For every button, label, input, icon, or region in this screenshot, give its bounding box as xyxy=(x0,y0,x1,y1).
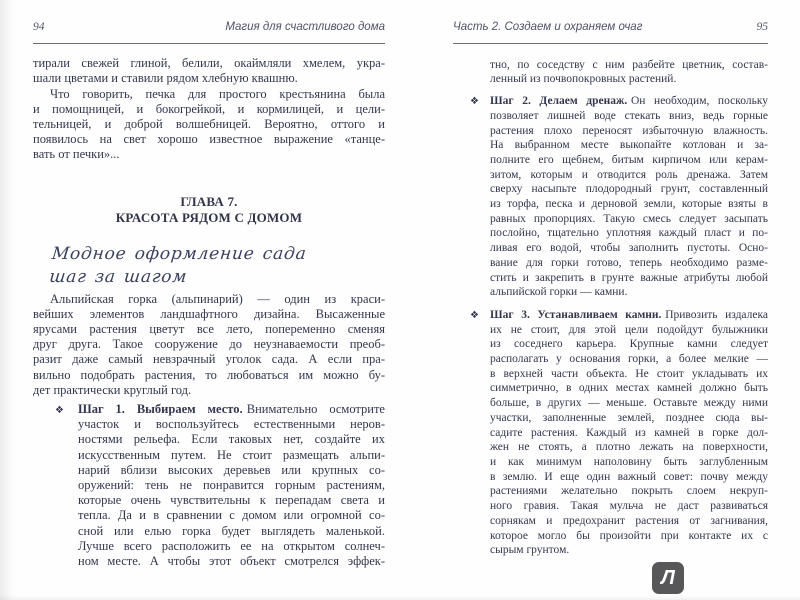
scan-edge-shadow-left xyxy=(0,0,14,600)
text-line: Лучше всего расположить ее на открытом солнеч- xyxy=(78,538,385,553)
text-line: равных пропорциях. Такую смесь следует засыпать xyxy=(490,212,768,225)
left-running-title: Магия для счастливого дома xyxy=(225,21,385,33)
section-heading-line1: Модное оформление сада xyxy=(50,243,308,264)
step-text-lines xyxy=(490,323,768,558)
text-line: сной или елью горка будет выглядеть маленькой. xyxy=(78,523,385,538)
step-text: Привозить издалека xyxy=(665,308,768,321)
text-line: стить и закрепить в грунте важные атрибуты любой xyxy=(490,271,768,284)
text-line: и как минимум наполовину быть заглубленным xyxy=(490,455,768,468)
text-line: растения плохо переносят избыточную влажность. xyxy=(490,124,768,137)
text-line: нарий вблизи высоких деревьев или крупных со- xyxy=(78,462,385,477)
step-text: Он необходим, поскольку xyxy=(630,95,768,108)
text-line: их не стоит, для этой цели подойдут булыжники xyxy=(490,323,768,336)
text-line: жен не стоять, а плотно лежать на поверхности, xyxy=(490,441,768,454)
text-line: вание для горки готово, теперь необходимо разме- xyxy=(490,256,768,269)
text-line: ностями рельефа. Если таковых нет, создайте их xyxy=(78,432,385,447)
text-line: разит даже самый невзрачный уголок сада. А если пра- xyxy=(33,352,385,367)
text-line: располагать у основания горки, а более мелкие — xyxy=(490,353,768,366)
text-line: послойно, тщательно уплотняя каждый пласт и по- xyxy=(490,227,768,240)
chapter-heading xyxy=(33,194,385,226)
step-bullet-icon: ❖ xyxy=(55,405,64,417)
text-line: сверху насыпьте плодородный грунт, составленный xyxy=(490,183,768,196)
step-title: Шаг 3. Устанавливаем камни. xyxy=(490,308,662,321)
text-line: ленный из почвопокровных растений. xyxy=(490,73,677,86)
watermark-letter: Л xyxy=(661,567,675,589)
text-line: из торфа, песка и дерновой земли, которые взяты в xyxy=(490,198,768,211)
text-line: из соседнего карьера. Крупные камни следует xyxy=(490,338,768,351)
text-line: шали цветами и ставили рядом хлебную квашню. xyxy=(33,71,298,86)
scan-edge-shadow-bottom xyxy=(0,595,800,600)
text-line: оружений: тень не понравится горным растениям, xyxy=(78,478,385,493)
text-line: тельницей, и доброй волшебницей. Вероятно, оттого и xyxy=(33,117,385,132)
step-title: Шаг 1. Выбираем место. xyxy=(78,402,243,417)
text-line: которое могло бы произойти при контакте их с xyxy=(490,529,768,542)
text-line: тно, по соседству с ним разбейте цветник, состав- xyxy=(490,58,768,71)
text-line: участки, заполненные землей, позднее сюда вы- xyxy=(490,411,768,424)
step-item-1 xyxy=(33,402,385,569)
left-page-number: 94 xyxy=(33,21,45,33)
paragraph xyxy=(33,292,385,398)
text-line: На выбранном месте выкопайте котлован и за- xyxy=(490,139,768,152)
text-line: вильно подобрать растения, то любоваться им можно бу- xyxy=(33,367,385,382)
step-text-lines xyxy=(490,109,768,300)
text-line: альпийской горки — камни. xyxy=(490,286,628,299)
right-page-number: 95 xyxy=(756,21,768,33)
section-heading-line2: шаг за шагом xyxy=(48,266,189,287)
chapter-heading-line1: ГЛАВА 7. xyxy=(180,193,238,209)
text-line: Что говорить, печка для простого крестьянина была xyxy=(50,86,385,101)
step-item-3 xyxy=(470,308,768,558)
text-line: друг друга. Такое сооружение до неузнаваемости преоб- xyxy=(33,337,385,352)
step-bullet-icon: ❖ xyxy=(470,96,479,108)
text-line: садите растения. Каждый из камней в горке дол- xyxy=(490,426,768,439)
right-page-body xyxy=(453,58,768,558)
text-line: которые очень чувствительны к перепадам света и xyxy=(78,493,385,508)
right-running-title: Часть 2. Создаем и охраняем очаг xyxy=(453,21,643,33)
text-line: сорнякам и предохранит растения от загнивания, xyxy=(490,514,768,527)
text-line: ного гравия. Такая мульча не даст развиваться xyxy=(490,500,768,513)
chapter-heading-line2: КРАСОТА РЯДОМ С ДОМОМ xyxy=(115,209,303,225)
text-line: вать от печки»... xyxy=(33,147,120,162)
step-title: Шаг 2. Делаем дренаж. xyxy=(490,95,628,108)
text-line: больше, в других — меньше. Оставьте между ними xyxy=(490,397,768,410)
text-line: дет практически круглый год. xyxy=(33,382,192,397)
step-item-2 xyxy=(470,94,768,300)
text-line: зитом, которым и отводится роль дренажа. Затем xyxy=(490,168,768,181)
text-line: позволяет лишней воде стекать вниз, ведь горные xyxy=(490,109,768,122)
text-line: в землю. И еще один важный совет: почву между xyxy=(490,470,768,483)
paragraph-continuation xyxy=(33,56,385,86)
right-running-header xyxy=(453,20,768,44)
step-bullet-icon: ❖ xyxy=(470,309,479,321)
text-line: полните его щебнем, битым кирпичом или керам- xyxy=(490,153,768,166)
text-line: искусственным путем. Не стоит размещать альпи- xyxy=(78,447,385,462)
step-first-line xyxy=(470,308,768,323)
text-line: тирали свежей глиной, белили, окаймляли хмелем, укра- xyxy=(33,56,385,71)
text-line: сырым грунтом. xyxy=(490,544,570,557)
step-first-line xyxy=(470,94,768,109)
step-first-line xyxy=(55,402,385,417)
text-line: симметрично, в одних местах камней должно быть xyxy=(490,382,768,395)
text-line: и помощницей, и бокогрейкой, и кормилицей, и цели- xyxy=(33,101,385,116)
text-line: ном месте. А чтобы этот объект смотрелся эффек- xyxy=(78,554,385,569)
section-heading-script xyxy=(48,243,385,288)
step-text-lines xyxy=(78,417,385,569)
text-line: ливая его водой, чтобы заполнить пустоты. Осно- xyxy=(490,242,768,255)
text-line: растениями желательно покрыть слоем некруп- xyxy=(490,485,768,498)
text-line: ярусами растения цветут все лето, попеременно сменяя xyxy=(33,322,385,337)
paragraph xyxy=(33,87,385,163)
page-left xyxy=(33,20,385,569)
text-line: вейших элементов ландшафтного дизайна. Высаженные xyxy=(33,306,385,321)
text-line: тепла. Да и в сравнении с домом или огромной со- xyxy=(78,508,385,523)
text-line: Альпийская горка (альпинарий) — один из краси- xyxy=(50,291,385,306)
page-right xyxy=(453,20,768,558)
paragraph-continuation xyxy=(490,58,768,87)
labirint-watermark-logo xyxy=(652,562,684,594)
left-running-header xyxy=(33,20,385,44)
text-line: участок и воспользуйтесь естественными неров- xyxy=(78,417,385,432)
text-line: появилось на свет хорошо известное выражение «танце- xyxy=(33,132,385,147)
text-line: в верхней части объекта. Не стоит укладывать их xyxy=(490,367,768,380)
step-text: Внимательно осмотрите xyxy=(246,402,385,417)
